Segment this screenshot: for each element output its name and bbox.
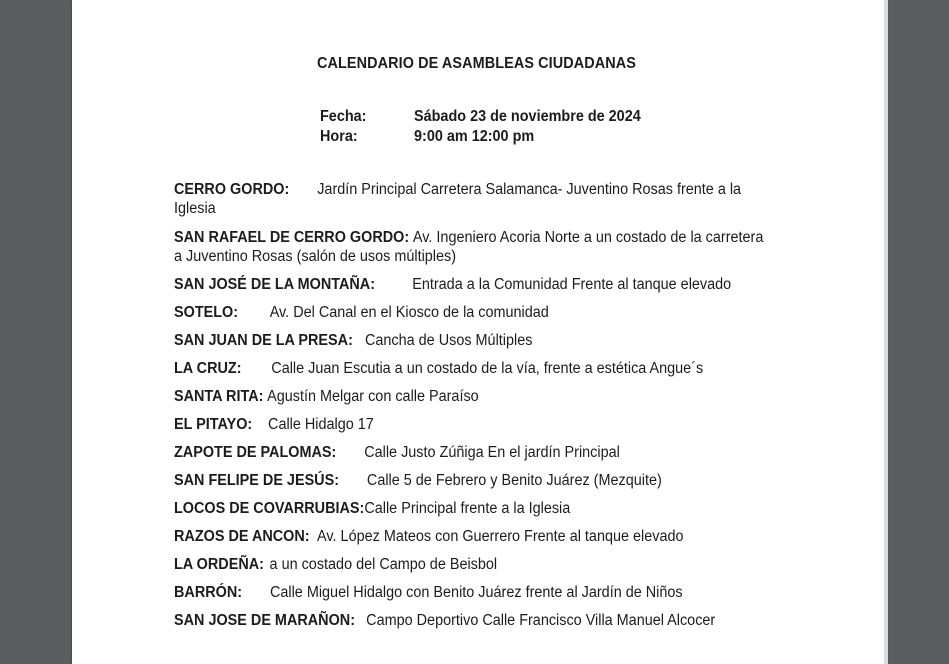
document-page (72, 0, 886, 664)
location-address: Campo Deportivo Calle Francisco Villa Manuel Alcocer (366, 612, 716, 629)
location-address: Calle Principal frente a la Iglesia (364, 500, 571, 517)
list-item (174, 180, 769, 218)
location-name: LA CRUZ: (174, 360, 242, 377)
location-name: SAN JUAN DE LA PRESA: (174, 332, 353, 349)
list-item (174, 471, 732, 490)
location-name: SOTELO: (174, 304, 239, 321)
location-name: RAZOS DE ANCON: (174, 528, 310, 545)
list-item (174, 499, 732, 518)
list-item (174, 443, 732, 462)
location-address: Agustín Melgar con calle Paraíso (267, 388, 479, 405)
location-address: Calle Miguel Hidalgo con Benito Juárez frente al Jardín de Niños (269, 584, 683, 601)
list-item (174, 275, 732, 294)
location-name: SAN JOSE DE MARAÑON: (174, 612, 356, 629)
location-name: SAN FELIPE DE JESÚS: (174, 472, 340, 489)
location-address: Av. Ingeniero Acoria Norte a un costado de la carretera a Juventino Rosas (salón de usos múltiples) (174, 229, 764, 265)
list-item (174, 611, 732, 630)
page-edge (884, 0, 888, 664)
location-address: a un costado del Campo de Beisbol (269, 556, 498, 573)
location-name: BARRÓN: (174, 584, 243, 601)
list-item (174, 303, 732, 322)
location-name: LOCOS DE COVARRUBIAS: (174, 500, 365, 517)
location-address: Jardín Principal Carretera Salamanca- Juventino Rosas frente a la Iglesia (174, 181, 742, 217)
location-name: SAN JOSÉ DE LA MONTAÑA: (174, 276, 376, 293)
location-name: EL PITAYO: (174, 416, 253, 433)
location-address: Av. López Mateos con Guerrero Frente al tanque elevado (317, 528, 684, 545)
list-item (174, 387, 732, 406)
location-name: LA ORDEÑA: (174, 556, 264, 573)
list-item (174, 527, 732, 546)
location-address: Calle Juan Escutia a un costado de la vía, frente a estética Angue´s (271, 360, 704, 377)
location-address: Calle 5 de Febrero y Benito Juárez (Mezquite) (366, 472, 662, 489)
location-address: Cancha de Usos Múltiples (364, 332, 533, 349)
location-name: CERRO GORDO: (174, 181, 290, 198)
document-title: CALENDARIO DE ASAMBLEAS CIUDADANAS (317, 55, 636, 72)
location-name: SANTA RITA: (174, 388, 264, 405)
location-name: ZAPOTE DE PALOMAS: (174, 444, 337, 461)
location-address: Calle Hidalgo 17 (268, 416, 374, 433)
location-address: Av. Del Canal en el Kiosco de la comunidad (269, 304, 549, 321)
fecha-label: Fecha: (320, 108, 367, 125)
location-address: Calle Justo Zúñiga En el jardín Principal (364, 444, 620, 461)
list-item (174, 359, 732, 378)
hora-label: Hora: (320, 128, 358, 145)
fecha-value: Sábado 23 de noviembre de 2024 (414, 108, 641, 125)
location-name: SAN RAFAEL DE CERRO GORDO: (174, 229, 410, 246)
list-item (174, 331, 732, 350)
list-item (174, 555, 732, 574)
list-item (174, 415, 732, 434)
list-item (174, 583, 732, 602)
location-address: Entrada a la Comunidad Frente al tanque elevado (412, 276, 732, 293)
hora-value: 9:00 am 12:00 pm (414, 128, 535, 145)
list-item (174, 228, 769, 266)
